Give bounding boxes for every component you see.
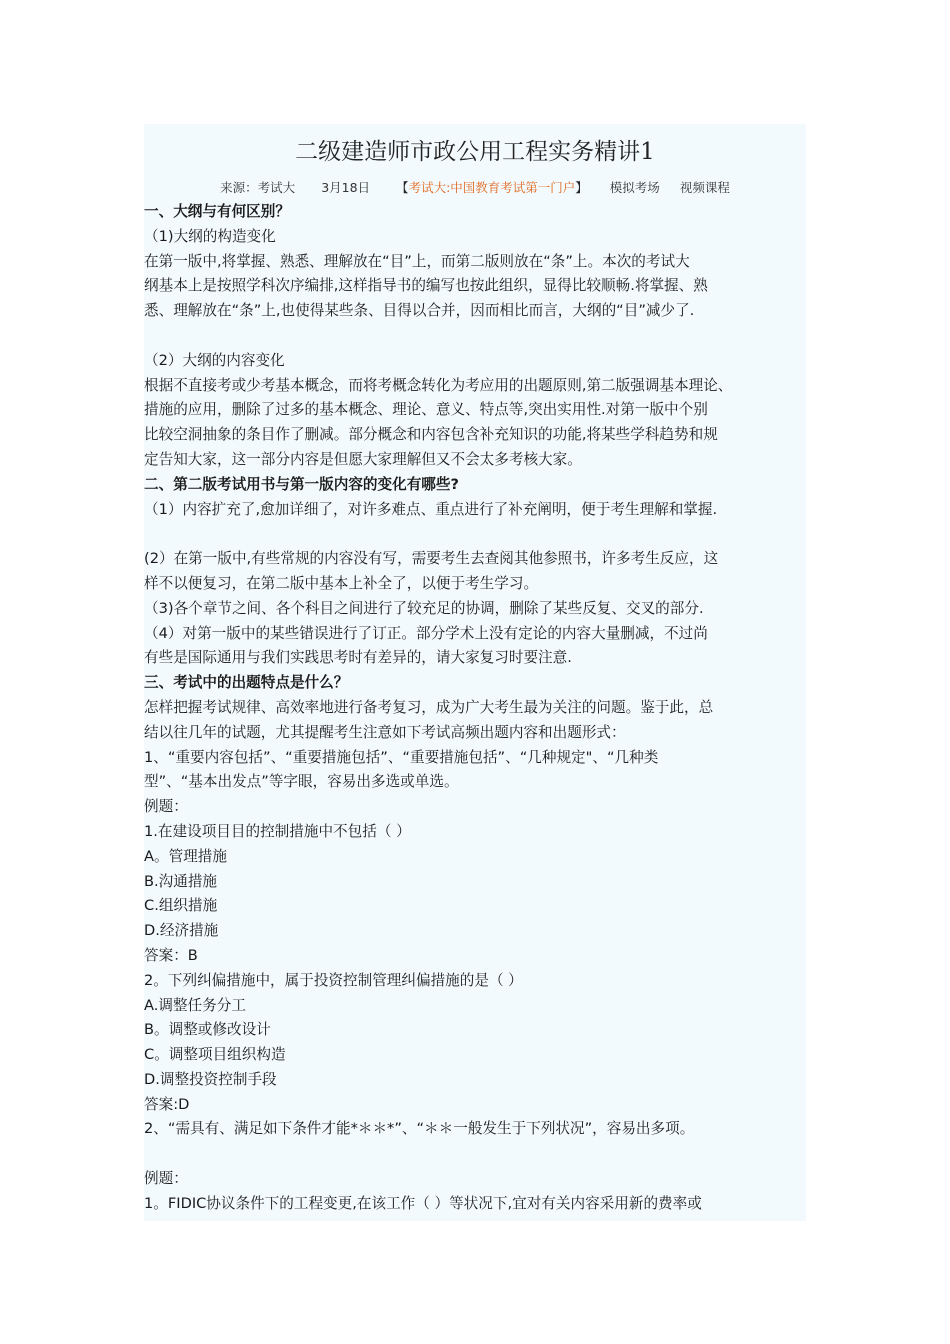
option: C.组织措施 — [144, 897, 218, 915]
video-course-link[interactable]: 视频课程 — [679, 180, 730, 195]
paragraph-line: 2、“需具有、满足如下条件才能*＊＊*”、“＊＊一般发生于下列状况”，容易出多项。 — [144, 1120, 695, 1138]
paragraph-line: 型”、“基本出发点”等字眼，容易出多选或单选。 — [144, 773, 459, 791]
article-body — [144, 200, 806, 1221]
question: 1.在建设项目目的控制措施中不包括（ ） — [144, 822, 411, 840]
option: C。调整项目组织构造 — [144, 1046, 286, 1064]
paragraph-line: (2）在第一版中,有些常规的内容没有写，需要考生去查阅其他参照书，许多考生反应，这 — [144, 550, 719, 568]
paragraph-line: 纲基本上是按照学科次序编排,这样指导书的编写也按此组织，显得比较顺畅.将掌握、熟 — [144, 277, 708, 295]
paragraph-line: 样不以便复习，在第二版中基本上补全了，以便于考生学习。 — [144, 574, 539, 592]
option: A。管理措施 — [144, 847, 227, 865]
mock-exam-link[interactable]: 模拟考场 — [609, 180, 660, 195]
option: D.调整投资控制手段 — [144, 1070, 277, 1088]
example-label: 例题： — [144, 798, 188, 816]
paragraph-line: 1、“重要内容包括”、“重要措施包括”、“重要措施包括”、“几种规定"、“几种类 — [144, 748, 659, 766]
question: 2。下列纠偏措施中，属于投资控制管理纠偏措施的是（ ） — [144, 971, 523, 989]
section-heading: 二、第二版考试用书与第一版内容的变化有哪些? — [144, 475, 459, 493]
example-label: 例题： — [144, 1170, 188, 1188]
paragraph-line: 怎样把握考试规律、高效率地进行备考复习，成为广大考生最为关注的问题。鉴于此，总 — [144, 698, 714, 716]
bracket-open: 【 — [396, 180, 409, 195]
subheading: （1)大纲的构造变化 — [144, 227, 276, 245]
blank-line — [144, 1142, 806, 1167]
paragraph-line: 结以往几年的试题，尤其提醒考生注意如下考试高频出题内容和出题形式： — [144, 723, 626, 741]
blank-line — [144, 324, 806, 349]
option: B。调整或修改设计 — [144, 1021, 271, 1039]
publish-date: 3月18日 — [321, 180, 371, 195]
paragraph-line: （1）内容扩充了,愈加详细了，对许多难点、重点进行了补充阐明，便于考生理解和掌握. — [144, 500, 718, 518]
portal-link-group — [396, 178, 588, 196]
paragraph-line: 定告知大家，这一部分内容是但愿大家理解但又不会太多考核大家。 — [144, 450, 582, 468]
portal-link[interactable]: 考试大:中国教育考试第一门户 — [408, 180, 576, 195]
source-label: 来源：考试大 — [220, 180, 296, 195]
paragraph-line: 在第一版中,将掌握、熟悉、理解放在“目”上，而第二版则放在“条”上。本次的考试大 — [144, 252, 690, 270]
section-heading: 三、考试中的出题特点是什么？ — [144, 674, 349, 692]
article-meta — [144, 174, 806, 200]
paragraph-line: （3)各个章节之间、各个科目之间进行了较充足的协调，删除了某些反复、交叉的部分. — [144, 599, 704, 617]
subheading: （2）大纲的内容变化 — [144, 351, 285, 369]
paragraph-line: 有些是国际通用与我们实践思考时有差异的，请大家复习时要注意. — [144, 649, 572, 667]
paragraph-line: （4）对第一版中的某些错误进行了订正。部分学术上没有定论的内容大量删减，不过尚 — [144, 624, 708, 642]
paragraph-line: 悉、理解放在“条”上,也使得某些条、目得以合并，因而相比而言，大纲的“目”减少了. — [144, 302, 695, 320]
question: 1。FIDIC协议条件下的工程变更,在该工作（ ）等状况下,宜对有关内容采用新的费率或 — [144, 1194, 702, 1212]
section-heading: 一、大纲与有何区别？ — [144, 203, 290, 220]
article — [144, 124, 806, 1221]
paragraph-line: 根据不直接考或少考基本概念，而将考概念转化为考应用的出题原则,第二版强调基本理论、 — [144, 376, 733, 394]
paragraph-line: 措施的应用，删除了过多的基本概念、理论、意义、特点等,突出实用性.对第一版中个别 — [144, 401, 708, 419]
paragraph-line: 比较空洞抽象的条目作了删减。部分概念和内容包含补充知识的功能,将某些学科趋势和规 — [144, 426, 718, 444]
page-title: 二级建造师市政公用工程实务精讲1 — [295, 138, 655, 165]
blank-line — [144, 522, 806, 547]
option: B.沟通措施 — [144, 872, 218, 890]
option: D.经济措施 — [144, 922, 219, 940]
bracket-close: 】 — [575, 180, 588, 195]
answer: 答案：B — [144, 946, 198, 964]
option: A.调整任务分工 — [144, 996, 246, 1014]
answer: 答案:D — [144, 1095, 190, 1113]
